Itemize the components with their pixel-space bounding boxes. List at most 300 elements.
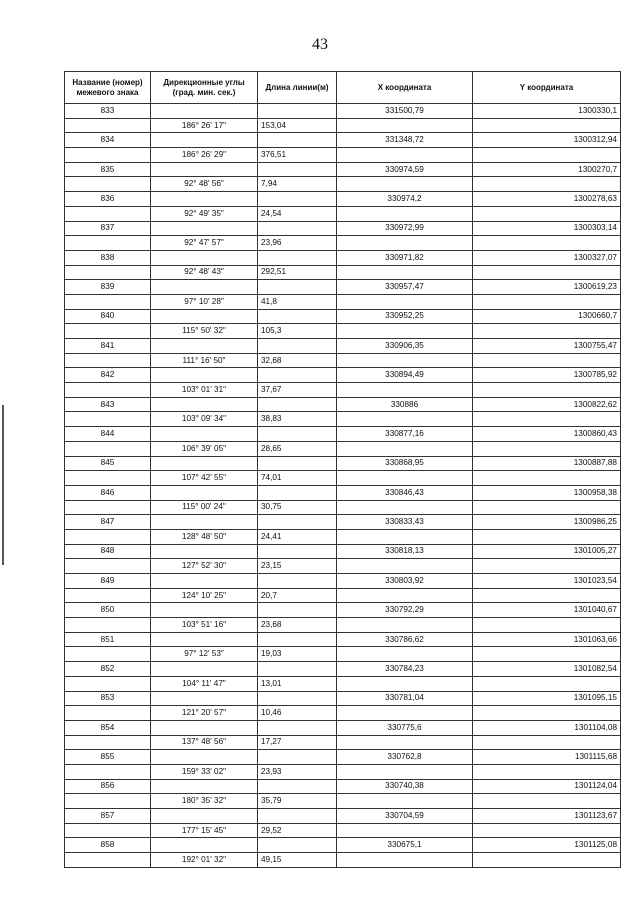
empty-cell bbox=[258, 397, 337, 412]
point-row bbox=[65, 250, 621, 265]
empty-cell bbox=[337, 706, 473, 721]
segment-row bbox=[65, 294, 621, 309]
empty-cell bbox=[473, 529, 621, 544]
x-coordinate-cell: 330974,2 bbox=[337, 192, 473, 207]
empty-cell bbox=[258, 221, 337, 236]
point-row bbox=[65, 427, 621, 442]
segment-row bbox=[65, 647, 621, 662]
empty-cell bbox=[337, 529, 473, 544]
y-coordinate-cell: 1301023,54 bbox=[473, 574, 621, 589]
empty-cell bbox=[473, 676, 621, 691]
empty-cell bbox=[65, 647, 151, 662]
direction-angle-cell: 127° 52' 30" bbox=[151, 559, 258, 574]
line-length-cell: 376,51 bbox=[258, 148, 337, 163]
point-row bbox=[65, 397, 621, 412]
point-name-cell: 847 bbox=[65, 515, 151, 530]
direction-angle-cell: 106° 39' 05" bbox=[151, 441, 258, 456]
empty-cell bbox=[473, 148, 621, 163]
x-coordinate-cell: 330868,95 bbox=[337, 456, 473, 471]
point-name-cell: 851 bbox=[65, 632, 151, 647]
segment-row bbox=[65, 618, 621, 633]
direction-angle-cell: 111° 16' 50" bbox=[151, 353, 258, 368]
empty-cell bbox=[473, 764, 621, 779]
empty-cell bbox=[337, 853, 473, 868]
empty-cell bbox=[337, 588, 473, 603]
empty-cell bbox=[151, 720, 258, 735]
empty-cell bbox=[473, 118, 621, 133]
line-length-cell: 17,27 bbox=[258, 735, 337, 750]
point-row bbox=[65, 456, 621, 471]
point-name-cell: 846 bbox=[65, 485, 151, 500]
y-coordinate-cell: 1301104,08 bbox=[473, 720, 621, 735]
line-length-cell: 74,01 bbox=[258, 471, 337, 486]
empty-cell bbox=[337, 471, 473, 486]
empty-cell bbox=[337, 764, 473, 779]
x-coordinate-cell: 330906,35 bbox=[337, 339, 473, 354]
y-coordinate-cell: 1301040,67 bbox=[473, 603, 621, 618]
empty-cell bbox=[258, 574, 337, 589]
empty-cell bbox=[151, 485, 258, 500]
empty-cell bbox=[337, 794, 473, 809]
point-name-cell: 837 bbox=[65, 221, 151, 236]
empty-cell bbox=[473, 294, 621, 309]
empty-cell bbox=[65, 118, 151, 133]
line-length-cell: 23,15 bbox=[258, 559, 337, 574]
direction-angle-cell: 186° 26' 17" bbox=[151, 118, 258, 133]
direction-angle-cell: 92° 47' 57" bbox=[151, 236, 258, 251]
empty-cell bbox=[258, 809, 337, 824]
empty-cell bbox=[337, 236, 473, 251]
point-row bbox=[65, 750, 621, 765]
y-coordinate-cell: 1300312,94 bbox=[473, 133, 621, 148]
point-row bbox=[65, 838, 621, 853]
empty-cell bbox=[151, 779, 258, 794]
empty-cell bbox=[258, 603, 337, 618]
y-coordinate-cell: 1300327,07 bbox=[473, 250, 621, 265]
point-row bbox=[65, 104, 621, 119]
empty-cell bbox=[473, 853, 621, 868]
empty-cell bbox=[151, 192, 258, 207]
direction-angle-cell: 92° 48' 43" bbox=[151, 265, 258, 280]
point-row bbox=[65, 574, 621, 589]
empty-cell bbox=[151, 662, 258, 677]
direction-angle-cell: 159° 33' 02" bbox=[151, 764, 258, 779]
line-length-cell: 23,96 bbox=[258, 236, 337, 251]
empty-cell bbox=[473, 324, 621, 339]
empty-cell bbox=[473, 177, 621, 192]
empty-cell bbox=[65, 324, 151, 339]
x-coordinate-cell: 330846,43 bbox=[337, 485, 473, 500]
segment-row bbox=[65, 206, 621, 221]
segment-row bbox=[65, 177, 621, 192]
line-length-cell: 24,54 bbox=[258, 206, 337, 221]
y-coordinate-cell: 1300303,14 bbox=[473, 221, 621, 236]
empty-cell bbox=[337, 118, 473, 133]
segment-row bbox=[65, 383, 621, 398]
empty-cell bbox=[151, 339, 258, 354]
point-name-cell: 854 bbox=[65, 720, 151, 735]
empty-cell bbox=[258, 515, 337, 530]
empty-cell bbox=[337, 647, 473, 662]
point-row bbox=[65, 192, 621, 207]
empty-cell bbox=[65, 853, 151, 868]
empty-cell bbox=[151, 750, 258, 765]
x-coordinate-cell: 330974,59 bbox=[337, 162, 473, 177]
point-row bbox=[65, 662, 621, 677]
empty-cell bbox=[151, 515, 258, 530]
x-coordinate-cell: 330833,43 bbox=[337, 515, 473, 530]
line-length-cell: 49,15 bbox=[258, 853, 337, 868]
point-row bbox=[65, 809, 621, 824]
y-coordinate-cell: 1300330,1 bbox=[473, 104, 621, 119]
x-coordinate-cell: 330675,1 bbox=[337, 838, 473, 853]
y-coordinate-cell: 1301115,68 bbox=[473, 750, 621, 765]
segment-row bbox=[65, 559, 621, 574]
direction-angle-cell: 128° 48' 50" bbox=[151, 529, 258, 544]
y-coordinate-cell: 1301082,54 bbox=[473, 662, 621, 677]
empty-cell bbox=[65, 706, 151, 721]
y-coordinate-cell: 1301124,04 bbox=[473, 779, 621, 794]
x-coordinate-cell: 330775,6 bbox=[337, 720, 473, 735]
direction-angle-cell: 103° 09' 34" bbox=[151, 412, 258, 427]
empty-cell bbox=[151, 250, 258, 265]
point-row bbox=[65, 515, 621, 530]
empty-cell bbox=[473, 383, 621, 398]
y-coordinate-cell: 1300270,7 bbox=[473, 162, 621, 177]
point-row bbox=[65, 779, 621, 794]
direction-angle-cell: 137° 48' 56" bbox=[151, 735, 258, 750]
empty-cell bbox=[151, 603, 258, 618]
empty-cell bbox=[337, 324, 473, 339]
header-point-name: Название (номер) межевого знака bbox=[65, 72, 151, 104]
point-row bbox=[65, 162, 621, 177]
empty-cell bbox=[337, 383, 473, 398]
empty-cell bbox=[65, 764, 151, 779]
segment-row bbox=[65, 353, 621, 368]
line-length-cell: 28,65 bbox=[258, 441, 337, 456]
direction-angle-cell: 177° 15' 45" bbox=[151, 823, 258, 838]
empty-cell bbox=[65, 559, 151, 574]
empty-cell bbox=[337, 294, 473, 309]
x-coordinate-cell: 330704,59 bbox=[337, 809, 473, 824]
direction-angle-cell: 97° 10' 28" bbox=[151, 294, 258, 309]
empty-cell bbox=[65, 676, 151, 691]
empty-cell bbox=[473, 236, 621, 251]
segment-row bbox=[65, 588, 621, 603]
segment-row bbox=[65, 529, 621, 544]
point-row bbox=[65, 691, 621, 706]
direction-angle-cell: 186° 26' 29" bbox=[151, 148, 258, 163]
empty-cell bbox=[151, 427, 258, 442]
point-row bbox=[65, 280, 621, 295]
y-coordinate-cell: 1300986,25 bbox=[473, 515, 621, 530]
empty-cell bbox=[337, 618, 473, 633]
empty-cell bbox=[473, 441, 621, 456]
empty-cell bbox=[258, 720, 337, 735]
empty-cell bbox=[151, 280, 258, 295]
empty-cell bbox=[258, 250, 337, 265]
segment-row bbox=[65, 236, 621, 251]
direction-angle-cell: 115° 00' 24" bbox=[151, 500, 258, 515]
point-row bbox=[65, 221, 621, 236]
point-name-cell: 853 bbox=[65, 691, 151, 706]
x-coordinate-cell: 330894,49 bbox=[337, 368, 473, 383]
point-row bbox=[65, 720, 621, 735]
y-coordinate-cell: 1300278,63 bbox=[473, 192, 621, 207]
direction-angle-cell: 103° 01' 31" bbox=[151, 383, 258, 398]
segment-row bbox=[65, 500, 621, 515]
boundary-coordinates-table bbox=[64, 71, 621, 868]
empty-cell bbox=[151, 133, 258, 148]
y-coordinate-cell: 1301123,67 bbox=[473, 809, 621, 824]
y-coordinate-cell: 1300619,23 bbox=[473, 280, 621, 295]
segment-row bbox=[65, 441, 621, 456]
line-length-cell: 35,79 bbox=[258, 794, 337, 809]
empty-cell bbox=[65, 441, 151, 456]
line-length-cell: 153,04 bbox=[258, 118, 337, 133]
segment-row bbox=[65, 324, 621, 339]
direction-angle-cell: 121° 20' 57" bbox=[151, 706, 258, 721]
margin-scan-mark bbox=[2, 405, 4, 565]
empty-cell bbox=[151, 368, 258, 383]
line-length-cell: 41,8 bbox=[258, 294, 337, 309]
x-coordinate-cell: 330818,13 bbox=[337, 544, 473, 559]
point-name-cell: 843 bbox=[65, 397, 151, 412]
segment-row bbox=[65, 118, 621, 133]
x-coordinate-cell: 330877,16 bbox=[337, 427, 473, 442]
y-coordinate-cell: 1300660,7 bbox=[473, 309, 621, 324]
page-number: 43 bbox=[312, 36, 328, 53]
empty-cell bbox=[65, 412, 151, 427]
segment-row bbox=[65, 706, 621, 721]
point-row bbox=[65, 603, 621, 618]
point-name-cell: 842 bbox=[65, 368, 151, 383]
point-row bbox=[65, 485, 621, 500]
empty-cell bbox=[151, 809, 258, 824]
x-coordinate-cell: 330972,99 bbox=[337, 221, 473, 236]
empty-cell bbox=[258, 662, 337, 677]
point-row bbox=[65, 632, 621, 647]
empty-cell bbox=[258, 104, 337, 119]
point-row bbox=[65, 309, 621, 324]
direction-angle-cell: 124° 10' 25" bbox=[151, 588, 258, 603]
point-name-cell: 834 bbox=[65, 133, 151, 148]
empty-cell bbox=[65, 236, 151, 251]
direction-angle-cell: 92° 48' 56" bbox=[151, 177, 258, 192]
segment-row bbox=[65, 265, 621, 280]
line-length-cell: 20,7 bbox=[258, 588, 337, 603]
x-coordinate-cell: 331348,72 bbox=[337, 133, 473, 148]
empty-cell bbox=[151, 574, 258, 589]
x-coordinate-cell: 330740,38 bbox=[337, 779, 473, 794]
line-length-cell: 37,67 bbox=[258, 383, 337, 398]
empty-cell bbox=[473, 559, 621, 574]
empty-cell bbox=[337, 353, 473, 368]
point-name-cell: 833 bbox=[65, 104, 151, 119]
point-name-cell: 856 bbox=[65, 779, 151, 794]
segment-row bbox=[65, 735, 621, 750]
empty-cell bbox=[473, 265, 621, 280]
line-length-cell: 24,41 bbox=[258, 529, 337, 544]
empty-cell bbox=[65, 148, 151, 163]
empty-cell bbox=[258, 368, 337, 383]
empty-cell bbox=[337, 500, 473, 515]
y-coordinate-cell: 1301095,15 bbox=[473, 691, 621, 706]
empty-cell bbox=[473, 206, 621, 221]
empty-cell bbox=[258, 544, 337, 559]
y-coordinate-cell: 1301063,66 bbox=[473, 632, 621, 647]
x-coordinate-cell: 330952,25 bbox=[337, 309, 473, 324]
empty-cell bbox=[258, 750, 337, 765]
y-coordinate-cell: 1300860,43 bbox=[473, 427, 621, 442]
empty-cell bbox=[258, 779, 337, 794]
empty-cell bbox=[65, 206, 151, 221]
direction-angle-cell: 192° 01' 32" bbox=[151, 853, 258, 868]
header-direction-angle: Дирекционные углы (град. мин. сек.) bbox=[151, 72, 258, 104]
empty-cell bbox=[337, 265, 473, 280]
point-name-cell: 852 bbox=[65, 662, 151, 677]
empty-cell bbox=[473, 353, 621, 368]
y-coordinate-cell: 1301005,27 bbox=[473, 544, 621, 559]
empty-cell bbox=[473, 588, 621, 603]
x-coordinate-cell: 330784,23 bbox=[337, 662, 473, 677]
empty-cell bbox=[258, 309, 337, 324]
empty-cell bbox=[473, 412, 621, 427]
empty-cell bbox=[258, 192, 337, 207]
empty-cell bbox=[151, 544, 258, 559]
x-coordinate-cell: 330786,62 bbox=[337, 632, 473, 647]
direction-angle-cell: 180° 35' 32" bbox=[151, 794, 258, 809]
empty-cell bbox=[151, 632, 258, 647]
point-name-cell: 836 bbox=[65, 192, 151, 207]
empty-cell bbox=[65, 500, 151, 515]
point-row bbox=[65, 339, 621, 354]
empty-cell bbox=[258, 427, 337, 442]
point-name-cell: 841 bbox=[65, 339, 151, 354]
empty-cell bbox=[65, 823, 151, 838]
header-line-length: Длина линии(м) bbox=[258, 72, 337, 104]
x-coordinate-cell: 330971,82 bbox=[337, 250, 473, 265]
empty-cell bbox=[65, 529, 151, 544]
direction-angle-cell: 92° 49' 35" bbox=[151, 206, 258, 221]
point-name-cell: 850 bbox=[65, 603, 151, 618]
segment-row bbox=[65, 794, 621, 809]
empty-cell bbox=[337, 441, 473, 456]
line-length-cell: 29,52 bbox=[258, 823, 337, 838]
empty-cell bbox=[258, 280, 337, 295]
segment-row bbox=[65, 823, 621, 838]
segment-row bbox=[65, 853, 621, 868]
empty-cell bbox=[151, 104, 258, 119]
empty-cell bbox=[473, 500, 621, 515]
x-coordinate-cell: 331500,79 bbox=[337, 104, 473, 119]
line-length-cell: 292,51 bbox=[258, 265, 337, 280]
y-coordinate-cell: 1300785,92 bbox=[473, 368, 621, 383]
empty-cell bbox=[337, 823, 473, 838]
empty-cell bbox=[151, 397, 258, 412]
empty-cell bbox=[151, 456, 258, 471]
point-row bbox=[65, 368, 621, 383]
empty-cell bbox=[473, 706, 621, 721]
empty-cell bbox=[65, 735, 151, 750]
segment-row bbox=[65, 764, 621, 779]
empty-cell bbox=[337, 559, 473, 574]
table-header-row bbox=[65, 72, 621, 104]
empty-cell bbox=[151, 162, 258, 177]
x-coordinate-cell: 330781,04 bbox=[337, 691, 473, 706]
point-name-cell: 838 bbox=[65, 250, 151, 265]
empty-cell bbox=[473, 471, 621, 486]
x-coordinate-cell: 330886 bbox=[337, 397, 473, 412]
empty-cell bbox=[65, 383, 151, 398]
segment-row bbox=[65, 676, 621, 691]
point-name-cell: 857 bbox=[65, 809, 151, 824]
point-row bbox=[65, 544, 621, 559]
point-name-cell: 848 bbox=[65, 544, 151, 559]
direction-angle-cell: 97° 12' 53" bbox=[151, 647, 258, 662]
table-body bbox=[65, 104, 621, 868]
point-row bbox=[65, 133, 621, 148]
y-coordinate-cell: 1300822,62 bbox=[473, 397, 621, 412]
empty-cell bbox=[473, 735, 621, 750]
empty-cell bbox=[473, 823, 621, 838]
empty-cell bbox=[258, 632, 337, 647]
empty-cell bbox=[65, 471, 151, 486]
line-length-cell: 19,03 bbox=[258, 647, 337, 662]
empty-cell bbox=[337, 148, 473, 163]
segment-row bbox=[65, 412, 621, 427]
empty-cell bbox=[151, 221, 258, 236]
empty-cell bbox=[473, 647, 621, 662]
line-length-cell: 10,46 bbox=[258, 706, 337, 721]
line-length-cell: 23,93 bbox=[258, 764, 337, 779]
point-name-cell: 849 bbox=[65, 574, 151, 589]
point-name-cell: 855 bbox=[65, 750, 151, 765]
line-length-cell: 30,75 bbox=[258, 500, 337, 515]
point-name-cell: 844 bbox=[65, 427, 151, 442]
direction-angle-cell: 115° 50' 32" bbox=[151, 324, 258, 339]
empty-cell bbox=[65, 265, 151, 280]
y-coordinate-cell: 1300755,47 bbox=[473, 339, 621, 354]
empty-cell bbox=[337, 735, 473, 750]
empty-cell bbox=[258, 691, 337, 706]
empty-cell bbox=[151, 838, 258, 853]
empty-cell bbox=[473, 618, 621, 633]
empty-cell bbox=[65, 794, 151, 809]
empty-cell bbox=[337, 206, 473, 221]
empty-cell bbox=[258, 838, 337, 853]
segment-row bbox=[65, 471, 621, 486]
y-coordinate-cell: 1300887,88 bbox=[473, 456, 621, 471]
x-coordinate-cell: 330957,47 bbox=[337, 280, 473, 295]
point-name-cell: 858 bbox=[65, 838, 151, 853]
line-length-cell: 23,68 bbox=[258, 618, 337, 633]
line-length-cell: 105,3 bbox=[258, 324, 337, 339]
empty-cell bbox=[258, 133, 337, 148]
line-length-cell: 32,68 bbox=[258, 353, 337, 368]
empty-cell bbox=[337, 676, 473, 691]
direction-angle-cell: 104° 11' 47" bbox=[151, 676, 258, 691]
empty-cell bbox=[65, 353, 151, 368]
x-coordinate-cell: 330792,29 bbox=[337, 603, 473, 618]
header-x-coordinate: X координата bbox=[337, 72, 473, 104]
empty-cell bbox=[258, 162, 337, 177]
line-length-cell: 7,94 bbox=[258, 177, 337, 192]
empty-cell bbox=[473, 794, 621, 809]
empty-cell bbox=[65, 177, 151, 192]
empty-cell bbox=[65, 294, 151, 309]
point-name-cell: 839 bbox=[65, 280, 151, 295]
